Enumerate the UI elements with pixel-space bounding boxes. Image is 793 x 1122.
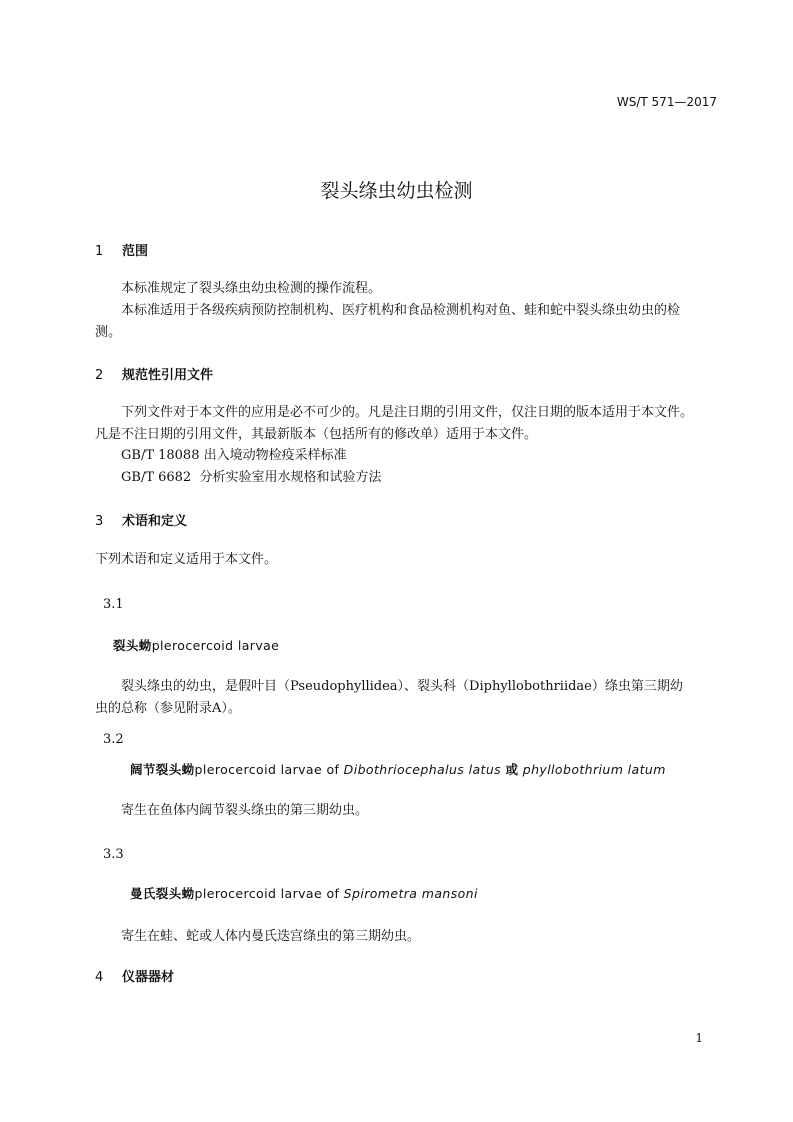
section-title: 规范性引用文件 [122, 368, 214, 383]
term-number: 3.1 [103, 597, 124, 612]
section-number: 1 [95, 244, 104, 259]
term-chinese: 裂头蚴 [113, 638, 152, 653]
paragraph-line: 凡是不注日期的引用文件，其最新版本（包括所有的修改单）适用于本文件。 [95, 427, 538, 442]
term-chinese: 阔节裂头蚴 [130, 762, 195, 777]
term-number: 3.3 [103, 847, 124, 862]
term-english: plerocercoid larvae of [194, 762, 340, 777]
section-1-heading [95, 240, 148, 259]
term-latin-name: Dibothriocephalus latus [343, 762, 502, 777]
section-number: 2 [95, 368, 104, 383]
term-latin-name: phyllobothrium latum [522, 762, 666, 777]
term-number: 3.2 [103, 732, 124, 747]
normative-reference: GB/T 18088 出入境动物检疫采样标准 [121, 448, 347, 463]
section-number: 3 [95, 514, 104, 529]
paragraph: 本标准规定了裂头绦虫幼虫检测的操作流程。 [121, 281, 382, 296]
definition: 寄生在蛙、蛇或人体内曼氏迭宫绦虫的第三期幼虫。 [121, 929, 421, 944]
term-entry [130, 760, 666, 778]
term-entry [130, 884, 478, 902]
normative-reference: GB/T 6682 分析实验室用水规格和试验方法 [121, 470, 382, 485]
section-title: 仪器器材 [122, 970, 175, 985]
definition: 寄生在鱼体内阔节裂头绦虫的第三期幼虫。 [121, 803, 369, 818]
section-number: 4 [95, 970, 104, 985]
term-english: plerocercoid larvae [151, 638, 280, 653]
section-3-heading [95, 510, 187, 529]
term-english: plerocercoid larvae of [194, 886, 340, 901]
document-title: 裂头绦虫幼虫检测 [320, 180, 473, 202]
definition-line: 虫的总称（参见附录A）。 [95, 701, 241, 716]
term-conjunction: 或 [505, 762, 519, 777]
paragraph-line: 下列文件对于本文件的应用是必不可少的。凡是注日期的引用文件，仅注日期的版本适用于本文件。 [121, 405, 694, 420]
term-entry [113, 636, 279, 654]
definition-line: 裂头绦虫的幼虫，是假叶目（Pseudophyllidea）、裂头科（Diphyllobothriidae）绦虫第三期幼 [121, 679, 683, 694]
paragraph-line: 测。 [95, 325, 122, 340]
standard-code: WS/T 571—2017 [616, 95, 717, 109]
paragraph: 下列术语和定义适用于本文件。 [95, 552, 278, 567]
paragraph-line: 本标准适用于各级疾病预防控制机构、医疗机构和食品检测机构对鱼、蛙和蛇中裂头绦虫幼虫的检 [121, 303, 681, 318]
section-title: 术语和定义 [122, 514, 188, 529]
page-number: 1 [695, 1031, 703, 1045]
term-latin-name: Spirometra mansoni [343, 886, 478, 901]
section-4-heading [95, 966, 174, 985]
term-chinese: 曼氏裂头蚴 [130, 886, 195, 901]
section-2-heading [95, 364, 213, 383]
section-title: 范围 [122, 244, 149, 259]
